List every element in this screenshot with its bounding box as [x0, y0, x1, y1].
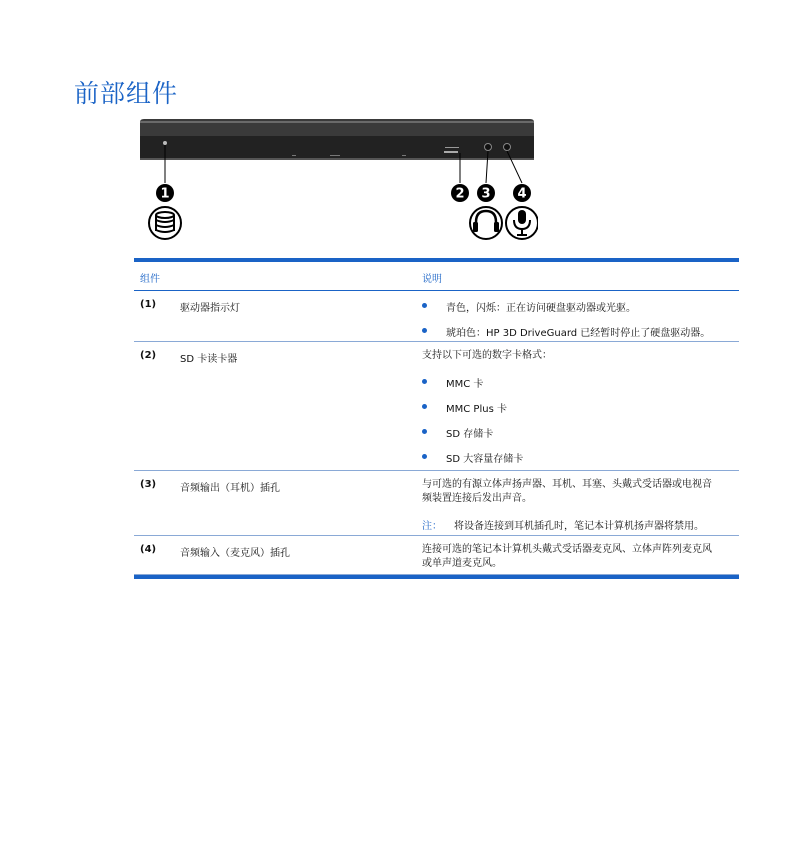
table-row	[134, 471, 739, 536]
bullet-dot	[422, 429, 427, 434]
bullet-text: SD 大容量存储卡	[446, 454, 524, 465]
note-label: 注：	[422, 521, 442, 532]
callout-2	[451, 184, 469, 202]
bullet-text: 青色，闪烁：正在访问硬盘驱动器或光驱。	[446, 303, 636, 314]
description-text: 与可选的有源立体声扬声器、耳机、耳塞、头戴式受话器或电视音	[422, 479, 712, 490]
table-row	[134, 342, 739, 471]
svg-text:3: 3	[481, 186, 491, 202]
page-title: 前部组件	[74, 79, 179, 108]
hard-drive-icon	[149, 207, 181, 239]
table-row	[134, 536, 739, 575]
drive-light-indicator	[163, 141, 167, 145]
row-number: (4)	[140, 544, 157, 555]
description-text-continued: 或单声道麦克风。	[422, 558, 502, 569]
headphone-icon	[470, 207, 502, 239]
description-text: 连接可选的笔记本计算机头戴式受话器麦克风、立体声阵列麦克风	[422, 544, 712, 555]
note-text: 将设备连接到耳机插孔时，笔记本计算机扬声器将禁用。	[454, 521, 704, 532]
callout-4	[513, 184, 531, 202]
description-text-continued: 频装置连接后发出声音。	[422, 493, 532, 504]
svg-text:2: 2	[455, 186, 465, 202]
callout-3	[477, 184, 495, 202]
row-number: (1)	[140, 299, 157, 310]
svg-text:1: 1	[160, 186, 170, 202]
bullet-dot	[422, 454, 427, 459]
laptop-front-figure	[138, 118, 538, 248]
bullet-text: MMC Plus 卡	[446, 404, 507, 415]
components-table	[134, 258, 739, 579]
row-number: (2)	[140, 350, 157, 361]
bullet-dot	[422, 328, 427, 333]
row-number: (3)	[140, 479, 157, 490]
bullet-text: MMC 卡	[446, 379, 484, 390]
bullet-dot	[422, 404, 427, 409]
component-name: SD 卡读卡器	[180, 354, 238, 365]
description-text: 支持以下可选的数字卡格式：	[422, 350, 552, 361]
column-header-description: 说明	[422, 274, 442, 285]
table-row	[134, 291, 739, 342]
callout-1	[156, 184, 174, 202]
bullet-dot	[422, 379, 427, 384]
table-header	[134, 262, 739, 291]
component-name: 音频输出（耳机）插孔	[180, 483, 280, 494]
bullet-text: 琥珀色：HP 3D DriveGuard 已经暂时停止了硬盘驱动器。	[446, 328, 711, 339]
svg-text:4: 4	[517, 186, 527, 202]
microphone-icon	[506, 207, 538, 239]
component-name: 驱动器指示灯	[180, 303, 240, 314]
bullet-text: SD 存储卡	[446, 429, 494, 440]
bullet-dot	[422, 303, 427, 308]
component-name: 音频输入（麦克风）插孔	[180, 548, 290, 559]
table-bottom-rule	[134, 575, 739, 579]
laptop-front-illustration	[138, 118, 538, 248]
column-header-component: 组件	[140, 274, 160, 285]
